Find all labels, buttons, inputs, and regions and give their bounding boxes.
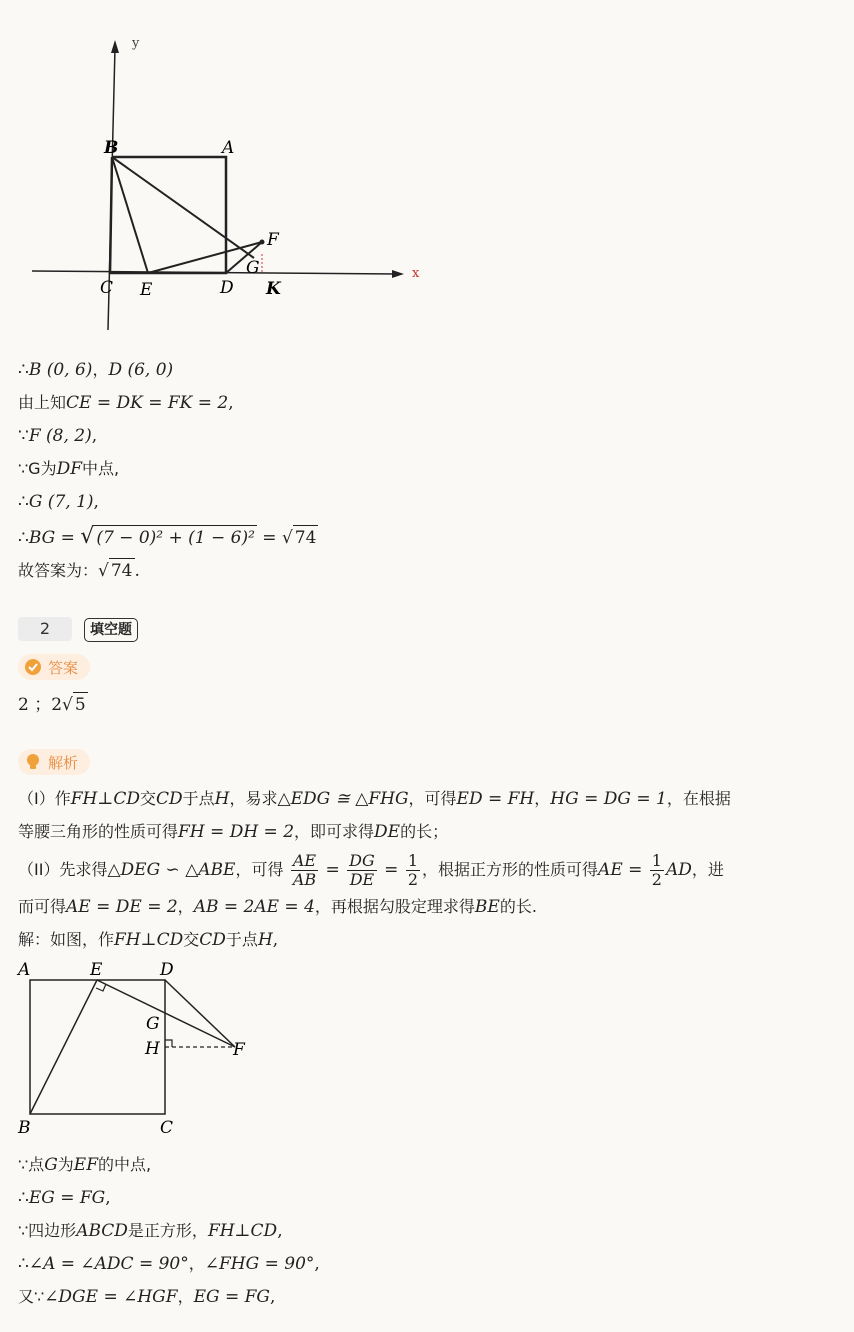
label-e: E	[140, 280, 153, 300]
sqrt-sign: √	[62, 695, 73, 715]
text: ，	[534, 789, 551, 808]
proof-line1	[18, 1153, 151, 1177]
math: CD	[199, 930, 226, 950]
right-angle-e	[96, 984, 106, 991]
math: ∠DGE = ∠HGF	[44, 1287, 178, 1307]
text: 为	[57, 1155, 74, 1174]
math: ∠FHG = 90°	[204, 1254, 315, 1274]
punct: ,	[91, 426, 98, 446]
segment-ef	[97, 980, 235, 1047]
punct: ,	[314, 1254, 320, 1274]
analysis-line3	[18, 850, 724, 890]
punct: ,	[277, 1221, 283, 1241]
solution1-line1	[18, 358, 173, 382]
text: 于点	[225, 930, 258, 949]
sqrt-body: 74	[293, 525, 319, 550]
proof-line5	[18, 1285, 275, 1309]
text: 故答案为：	[18, 561, 99, 580]
equals: =	[320, 860, 346, 880]
math: H	[214, 789, 230, 809]
sqrt-sign: √	[98, 561, 109, 581]
therefore-symbol: ∴	[18, 1254, 29, 1274]
text: 的中点,	[98, 1155, 152, 1174]
text: 解：如图，作	[18, 930, 115, 949]
math: BE	[474, 897, 500, 917]
text: （II）先求得	[18, 860, 108, 879]
sqrt-sign: √	[281, 528, 293, 548]
math: FH = DH = 2	[178, 822, 295, 842]
therefore-symbol: ∴	[18, 492, 29, 512]
analysis-line5	[18, 928, 278, 952]
numerator: DG	[349, 851, 375, 870]
sqrt-body: 74	[109, 558, 135, 583]
question-type-tag: 填空题	[84, 618, 138, 642]
math: H	[257, 930, 273, 950]
proof-line2	[18, 1186, 111, 1210]
fraction-ae-ab	[291, 852, 318, 889]
proof-line4	[18, 1252, 320, 1276]
solution1-line4	[18, 457, 119, 481]
text: ，在根据	[666, 789, 731, 808]
math: DF	[56, 459, 83, 479]
math: △EDG ≅ △FHG	[277, 789, 409, 809]
text: ，进	[691, 860, 724, 879]
denominator: 2	[651, 870, 662, 889]
label-d: D	[160, 960, 174, 980]
label-b: B	[104, 138, 119, 158]
numerator: AE	[292, 851, 317, 870]
text: ，易求	[229, 789, 278, 808]
label-b: B	[18, 1118, 31, 1138]
denominator: 2	[407, 870, 419, 889]
question-number-badge[interactable]: 2	[18, 617, 72, 641]
punct: ,	[93, 492, 99, 512]
math: EF	[73, 1155, 99, 1175]
math: EG = FG	[193, 1287, 270, 1307]
math: △DEG ∽ △ABE	[107, 860, 236, 880]
label-g: G	[146, 1014, 160, 1034]
math: AD	[665, 860, 692, 880]
because-symbol: ∵	[18, 426, 29, 446]
label-g: G	[246, 258, 260, 278]
math: F (8, 2)	[28, 426, 92, 446]
analysis-label: 解析	[48, 753, 79, 772]
segment-be	[112, 157, 148, 273]
answer-text	[18, 692, 88, 717]
label-c: C	[100, 278, 114, 298]
solution1-line5	[18, 490, 99, 514]
label-a: A	[18, 960, 31, 980]
denominator: AB	[292, 870, 317, 889]
text: 交	[183, 930, 200, 949]
sqrt-sign: √	[80, 524, 95, 549]
math: ABCD	[76, 1221, 128, 1241]
label-c: C	[160, 1118, 174, 1138]
math: G (7, 1)	[28, 492, 94, 512]
text: 等腰三角形的性质可得	[18, 822, 179, 841]
math: G	[44, 1155, 58, 1175]
text: ，即可求得	[294, 822, 375, 841]
therefore-symbol: ∴	[18, 360, 29, 380]
math: ED = FH	[456, 789, 535, 809]
axis-label-x: x	[412, 266, 420, 281]
square-figure	[0, 955, 280, 1145]
text: ∵G为	[18, 459, 57, 478]
therefore-symbol: ∴	[18, 1188, 29, 1208]
analysis-line2	[18, 820, 448, 844]
proof-line3	[18, 1219, 283, 1243]
fraction-dg-de	[347, 852, 377, 889]
punct: ,	[272, 930, 279, 950]
text: 的长；	[400, 822, 449, 841]
math: AE =	[598, 860, 648, 880]
fraction-one-half	[406, 852, 420, 889]
math-d: D (6, 0)	[108, 360, 174, 380]
fraction-one-half	[650, 852, 664, 889]
numerator: 1	[651, 851, 662, 870]
punct: ,	[105, 1188, 111, 1208]
text: ，	[188, 1254, 205, 1273]
label-e: E	[90, 960, 103, 980]
text: 而可得	[18, 897, 67, 916]
text: 又∵	[18, 1287, 45, 1306]
therefore-symbol: ∴	[18, 528, 29, 548]
denominator: DE	[349, 870, 375, 889]
analysis-label-pill	[18, 749, 90, 775]
text: ，根据正方形的性质可得	[422, 860, 599, 879]
analysis-line4	[18, 895, 537, 919]
math: CE = DK = FK = 2	[66, 393, 229, 413]
point-f	[260, 240, 265, 245]
punct: ,	[228, 393, 234, 413]
label-h: H	[145, 1039, 160, 1059]
math: FH⊥CD	[70, 789, 140, 809]
segment-df	[165, 980, 235, 1047]
math: AB = 2AE = 4	[193, 897, 315, 917]
text: 是正方形，	[127, 1221, 208, 1240]
label-k: K	[266, 279, 281, 299]
segment-bg	[112, 157, 254, 258]
text: ，可得	[235, 860, 284, 879]
punct: ,	[270, 1287, 276, 1307]
text: （I）作	[18, 789, 71, 808]
label-a: A	[222, 138, 235, 158]
text: 于点	[182, 789, 215, 808]
text: ∵四边形	[18, 1221, 77, 1240]
math-b: B (0, 6)	[28, 360, 93, 380]
math: CD	[156, 789, 183, 809]
math: FH⊥CD	[114, 930, 184, 950]
check-badge-icon	[24, 658, 42, 676]
text: 的长.	[499, 897, 537, 916]
text: ∵点	[18, 1155, 45, 1174]
text: ，	[177, 897, 194, 916]
math: BG =	[28, 528, 81, 548]
coordinate-figure	[0, 0, 440, 345]
axis-label-y: y	[132, 36, 140, 51]
label-d: D	[220, 278, 234, 298]
solution1-line7	[18, 558, 140, 583]
solution1-line2	[18, 391, 234, 415]
x-axis-arrow	[392, 270, 404, 278]
text: 由上知	[18, 393, 67, 412]
analysis-line1	[18, 787, 731, 811]
sqrt-body: 5	[73, 692, 88, 717]
answer-value: 2 ；2	[18, 695, 63, 715]
text: ，	[177, 1287, 194, 1306]
right-angle-h	[165, 1040, 172, 1047]
segment-be	[30, 980, 97, 1114]
answer-label-pill	[18, 654, 90, 680]
math: ∠A = ∠ADC = 90°	[28, 1254, 189, 1274]
y-axis-arrow	[111, 40, 119, 53]
math: HG = DG = 1	[550, 789, 667, 809]
punct: ，	[92, 360, 109, 379]
answer-label: 答案	[48, 658, 79, 677]
punct: .	[134, 561, 140, 581]
label-f: F	[233, 1040, 245, 1060]
sqrt-body: (7 − 0)² + (1 − 6)²	[94, 525, 257, 550]
numerator: 1	[407, 851, 419, 870]
solution1-line6	[18, 525, 318, 550]
label-f: F	[267, 230, 279, 250]
math: EG = FG	[28, 1188, 106, 1208]
equals: =	[378, 860, 404, 880]
text: ，再根据勾股定理求得	[314, 897, 475, 916]
math: DE	[374, 822, 401, 842]
math: FH⊥CD	[207, 1221, 278, 1241]
text: ，可得	[408, 789, 457, 808]
math: AE = DE = 2	[66, 897, 178, 917]
text: 交	[139, 789, 156, 808]
solution1-line3	[18, 424, 97, 448]
equals: =	[256, 528, 282, 548]
lightbulb-icon	[24, 753, 42, 771]
text: 中点,	[82, 459, 120, 478]
